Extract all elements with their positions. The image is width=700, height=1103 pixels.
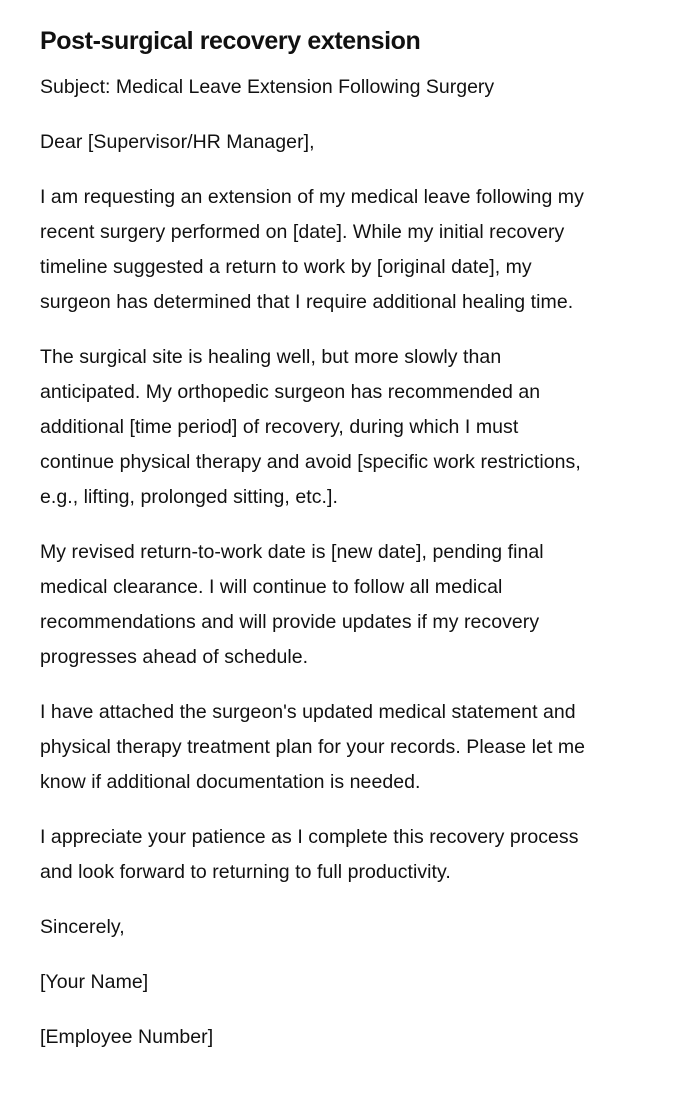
paragraph-line: continue physical therapy and avoid [specific work restrictions,	[40, 451, 581, 473]
paragraph-line: e.g., lifting, prolonged sitting, etc.].	[40, 486, 338, 508]
body-paragraph-2	[40, 340, 660, 515]
paragraph-line: progresses ahead of schedule.	[40, 646, 309, 668]
paragraph-line: The surgical site is healing well, but more slowly than	[40, 346, 502, 368]
paragraph-line: I have attached the surgeon's updated medical statement and	[40, 701, 576, 723]
paragraph-line: know if additional documentation is needed.	[40, 771, 421, 793]
paragraph-line: surgeon has determined that I require additional healing time.	[40, 291, 574, 313]
body-paragraph-5	[40, 820, 660, 890]
salutation: Dear [Supervisor/HR Manager],	[40, 131, 315, 153]
paragraph-line: anticipated. My orthopedic surgeon has recommended an	[40, 381, 541, 403]
paragraph-line: timeline suggested a return to work by [original date], my	[40, 256, 532, 278]
paragraph-line: I am requesting an extension of my medical leave following my	[40, 186, 584, 208]
paragraph-line: medical clearance. I will continue to follow all medical	[40, 576, 503, 598]
paragraph-line: recommendations and will provide updates if my recovery	[40, 611, 540, 633]
body-paragraph-3	[40, 535, 660, 675]
paragraph-line: physical therapy treatment plan for your records. Please let me	[40, 736, 586, 758]
closing: Sincerely,	[40, 916, 125, 938]
paragraph-line: and look forward to returning to full productivity.	[40, 861, 451, 883]
document-title: Post-surgical recovery extension	[40, 27, 421, 55]
paragraph-line: additional [time period] of recovery, during which I must	[40, 416, 519, 438]
signature-employee-number: [Employee Number]	[40, 1026, 214, 1048]
paragraph-line: My revised return-to-work date is [new date], pending final	[40, 541, 544, 563]
body-paragraph-4	[40, 695, 660, 800]
body-paragraph-1	[40, 180, 660, 320]
paragraph-line: I appreciate your patience as I complete this recovery process	[40, 826, 579, 848]
signature-name: [Your Name]	[40, 971, 149, 993]
paragraph-line: recent surgery performed on [date]. While my initial recovery	[40, 221, 565, 243]
subject-line: Subject: Medical Leave Extension Following Surgery	[40, 76, 495, 98]
